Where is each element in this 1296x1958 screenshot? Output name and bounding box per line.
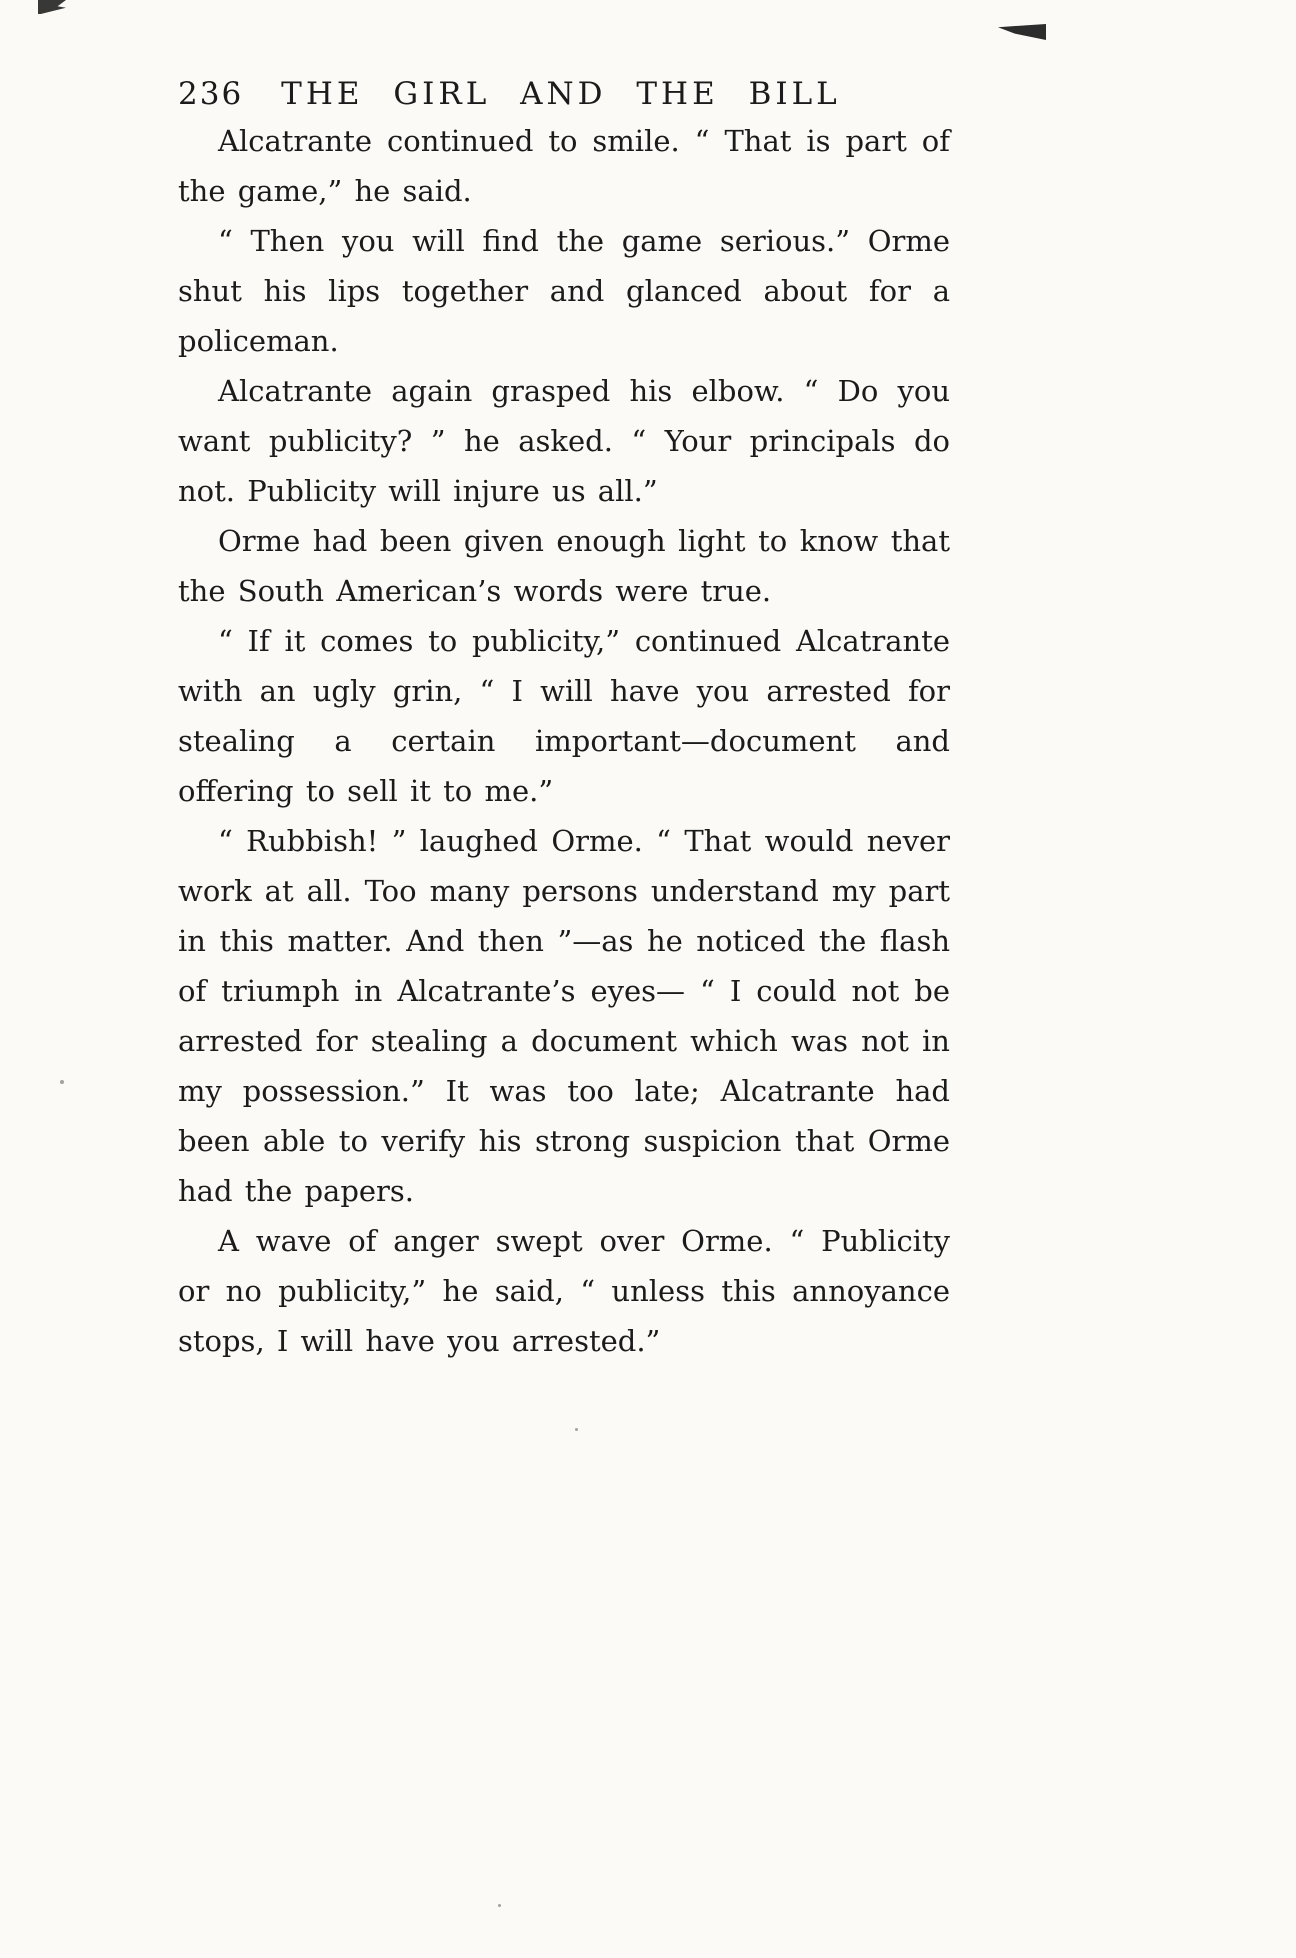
- scan-smudge-top-left: [38, 0, 66, 14]
- paragraph: Alcatrante again grasped his elbow. “ Do you want publicity? ” he asked. “ Your principals do not. Publicity will injure us all.”: [178, 374, 950, 508]
- page-number: 236: [178, 76, 244, 112]
- paragraph: “ Then you will find the game serious.” Orme shut his lips together and glanced about for a policeman.: [178, 224, 950, 358]
- text-block: [178, 76, 950, 1366]
- paragraph: Alcatrante continued to smile. “ That is part of the game,” he said.: [178, 124, 950, 208]
- scan-smudge-top-right: [998, 24, 1046, 40]
- page-title: THE GIRL AND THE BILL: [281, 76, 841, 112]
- paragraph: “ Rubbish! ” laughed Orme. “ That would never work at all. Too many persons understand my part in this matter. And then ”—as he noticed the flash of triumph in Alcatrante’s eyes— “ I could not be arrested for stealing a document which was not in my possession.” It was too late; Alcatrante had been able to verify his strong suspicion that Orme had the papers.: [178, 824, 950, 1208]
- paragraph: “ If it comes to publicity,” continued Alcatrante with an ugly grin, “ I will have you arrested for stealing a certain important—document and offering to sell it to me.”: [178, 624, 950, 808]
- scan-speck: [60, 1080, 64, 1084]
- page-header: [178, 76, 950, 112]
- scan-speck: [575, 1428, 578, 1431]
- paragraph: A wave of anger swept over Orme. “ Publicity or no publicity,” he said, “ unless this annoyance stops, I will have you arrested.”: [178, 1224, 950, 1358]
- paragraph: Orme had been given enough light to know that the South American’s words were true.: [178, 524, 950, 608]
- scan-speck: [498, 1904, 501, 1907]
- body-text: [178, 116, 950, 1366]
